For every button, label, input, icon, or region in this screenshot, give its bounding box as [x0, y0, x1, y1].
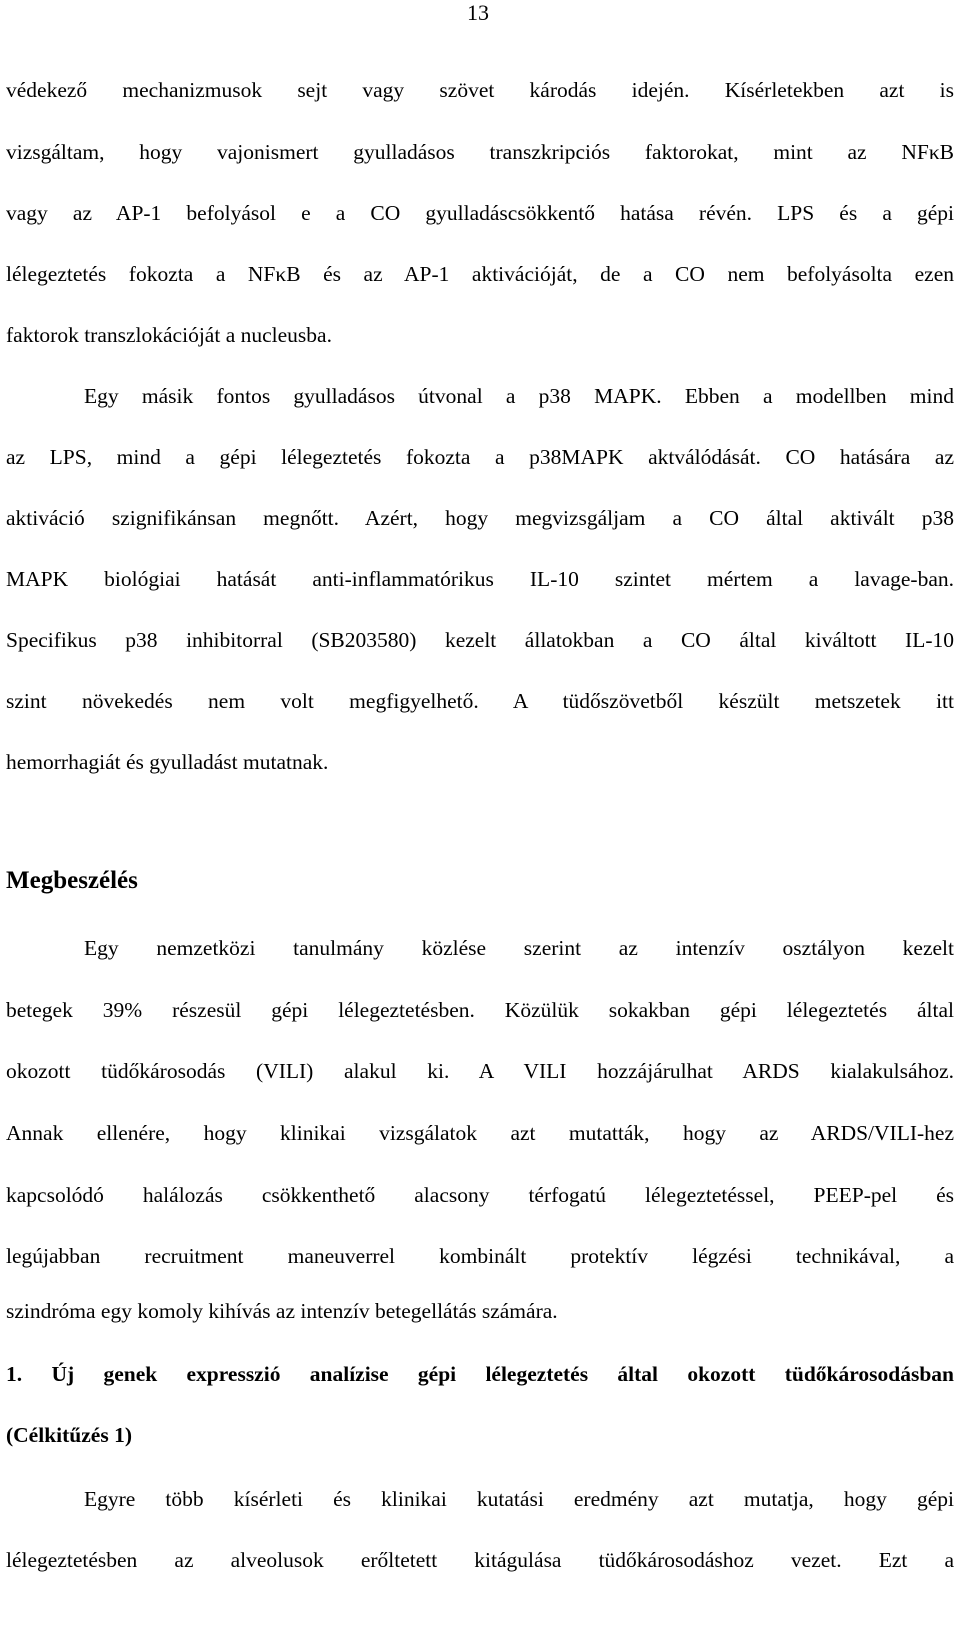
- results-line: vizsgáltam, hogy vajonismert gyulladásos transzkripciós faktorokat, mint az NFκB: [6, 140, 954, 164]
- discussion-heading: Megbeszélés: [6, 867, 138, 894]
- section-heading: 1. Új genek expresszió analízise gépi lélegeztetés által okozott tüdőkárosodásban: [6, 1362, 954, 1386]
- results-line: az LPS, mind a gépi lélegeztetés fokozta a p38MAPK aktválódását. CO hatására az: [6, 445, 954, 469]
- discussion-line: legújabban recruitment maneuverrel kombinált protektív légzési technikával, a: [6, 1244, 954, 1268]
- discussion-line: okozott tüdőkárosodás (VILI) alakul ki. A VILI hozzájárulhat ARDS kialakulsához.: [6, 1059, 954, 1083]
- results-line: MAPK biológiai hatását anti-inflammatórikus IL-10 szintet mértem a lavage-ban.: [6, 567, 954, 591]
- results-line: védekező mechanizmusok sejt vagy szövet károdás idején. Kísérletekben azt is: [6, 78, 954, 102]
- results-line: hemorrhagiát és gyulladást mutatnak.: [6, 750, 329, 774]
- section-line: lélegeztetésben az alveolusok erőltetett kitágulása tüdőkárosodáshoz vezet. Ezt a: [6, 1548, 954, 1572]
- discussion-line: kapcsolódó halálozás csökkenthető alacsony térfogatú lélegeztetéssel, PEEP-pel és: [6, 1183, 954, 1207]
- results-line: Egy másik fontos gyulladásos útvonal a p38 MAPK. Ebben a modellben mind: [84, 384, 954, 408]
- results-line: faktorok transzlokációját a nucleusba.: [6, 323, 332, 347]
- results-line: aktiváció szignifikánsan megnőtt. Azért, hogy megvizsgáljam a CO által aktivált p38: [6, 506, 954, 530]
- discussion-line: betegek 39% részesül gépi lélegeztetésben. Közülük sokakban gépi lélegeztetés által: [6, 998, 954, 1022]
- discussion-line: szindróma egy komoly kihívás az intenzív betegellátás számára.: [6, 1299, 558, 1323]
- discussion-line: Egy nemzetközi tanulmány közlése szerint az intenzív osztályon kezelt: [84, 936, 954, 960]
- page-number: 13: [467, 0, 489, 25]
- section-heading-subtitle: (Célkitűzés 1): [6, 1423, 132, 1447]
- results-line: szint növekedés nem volt megfigyelhető. A tüdőszövetből készült metszetek itt: [6, 689, 954, 713]
- discussion-line: Annak ellenére, hogy klinikai vizsgálatok azt mutatták, hogy az ARDS/VILI-hez: [6, 1121, 954, 1145]
- results-line: vagy az AP-1 befolyásol e a CO gyulladáscsökkentő hatása révén. LPS és a gépi: [6, 201, 954, 225]
- section-line: Egyre több kísérleti és klinikai kutatási eredmény azt mutatja, hogy gépi: [84, 1487, 954, 1511]
- results-line: lélegeztetés fokozta a NFκB és az AP-1 aktivációját, de a CO nem befolyásolta ezen: [6, 262, 954, 286]
- results-line: Specifikus p38 inhibitorral (SB203580) kezelt állatokban a CO által kiváltott IL-10: [6, 628, 954, 652]
